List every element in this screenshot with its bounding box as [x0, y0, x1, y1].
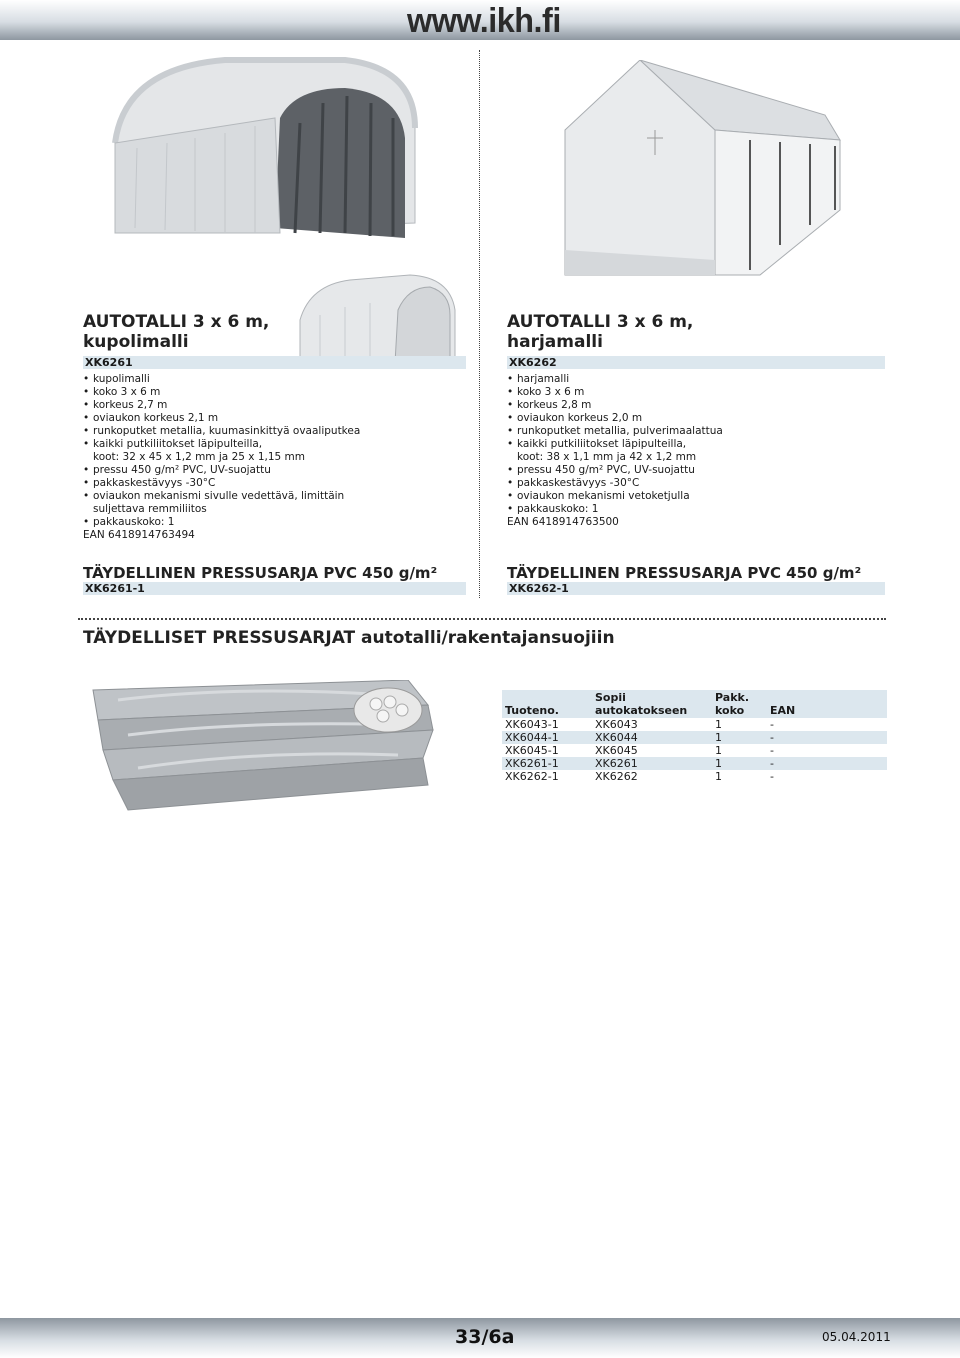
header-fits-line2: autokatokseen — [595, 704, 688, 717]
cell-code: XK6045-1 — [505, 744, 559, 757]
feature-item: • pressu 450 g/m² PVC, UV-suojattu — [83, 464, 466, 477]
header-code: Tuoteno. — [502, 690, 592, 718]
feature-item: • koko 3 x 6 m — [83, 386, 466, 399]
header-pack-line1: Pakk. — [715, 691, 749, 704]
feature-item: • runkoputket metallia, pulverimaalattua — [507, 425, 885, 438]
site-url[interactable]: www.ikh.fi — [407, 2, 561, 40]
header-fits — [592, 690, 712, 718]
set-code-right: XK6262-1 — [507, 582, 885, 595]
cell-fits: XK6043 — [595, 718, 638, 731]
footer-date: 05.04.2011 — [822, 1330, 891, 1344]
feature-continuation: suljettava remmiliitos — [93, 503, 207, 515]
feature-item: • oviaukon korkeus 2,0 m — [507, 412, 885, 425]
cell-ean: - — [770, 770, 774, 783]
product-title — [507, 312, 885, 352]
feature-item: • pakkaskestävyys -30°C — [507, 477, 885, 490]
cell-code: XK6043-1 — [505, 718, 559, 731]
horizontal-divider — [78, 618, 886, 620]
cell-ean: - — [767, 731, 887, 744]
ridge-garage-image — [555, 60, 855, 285]
cell-pack: 1 — [712, 731, 767, 744]
header-pack-line2: koko — [715, 704, 745, 717]
product-ean: EAN 6418914763500 — [507, 516, 619, 528]
tarp-set-image — [88, 680, 458, 815]
tarp-sets-table — [502, 690, 887, 783]
cell-code: XK6262-1 — [505, 770, 559, 783]
feature-item: • kaikki putkiliitokset läpipulteilla, — [507, 438, 885, 451]
feature-item: • pakkauskoko: 1 — [83, 516, 466, 529]
cell-pack: 1 — [715, 770, 722, 783]
product-title — [83, 312, 466, 352]
feature-continuation: koot: 38 x 1,1 mm ja 42 x 1,2 mm — [517, 451, 697, 463]
product-code: XK6261 — [83, 356, 466, 369]
table-row — [502, 718, 887, 731]
product-ean: EAN 6418914763494 — [83, 529, 195, 541]
feature-item: • pakkaskestävyys -30°C — [83, 477, 466, 490]
set-code-left: XK6261-1 — [83, 582, 466, 595]
vertical-divider — [479, 50, 480, 598]
set-title-right: TÄYDELLINEN PRESSUSARJA PVC 450 g/m² — [507, 564, 862, 582]
cell-ean: - — [767, 757, 887, 770]
product-title-line2: harjamalli — [507, 332, 603, 352]
cell-code: XK6044-1 — [502, 731, 592, 744]
feature-item: • pressu 450 g/m² PVC, UV-suojattu — [507, 464, 885, 477]
table-row — [502, 757, 887, 770]
sets-heading: TÄYDELLISET PRESSUSARJAT autotalli/rakentajansuojiin — [83, 628, 615, 648]
product-title-line1: AUTOTALLI 3 x 6 m, — [83, 312, 270, 332]
table-header-row — [502, 690, 887, 718]
header-ean: EAN — [767, 690, 887, 718]
cell-pack: 1 — [715, 718, 722, 731]
feature-item: • oviaukon mekanismi sivulle vedettävä, limittäin — [83, 490, 466, 503]
product-title-line2: kupolimalli — [83, 332, 189, 352]
feature-item: • kaikki putkiliitokset läpipulteilla, — [83, 438, 466, 451]
cell-fits: XK6044 — [592, 731, 712, 744]
feature-continuation: koot: 32 x 45 x 1,2 mm ja 25 x 1,15 mm — [93, 451, 305, 463]
feature-item: • pakkauskoko: 1 — [507, 503, 885, 516]
cell-ean: - — [770, 718, 774, 731]
cell-fits: XK6262 — [595, 770, 638, 783]
feature-item: • korkeus 2,7 m — [83, 399, 466, 412]
table-row — [502, 770, 887, 783]
cell-pack: 1 — [712, 757, 767, 770]
feature-item: • oviaukon mekanismi vetoketjulla — [507, 490, 885, 503]
table-row — [502, 744, 887, 757]
product-title-line1: AUTOTALLI 3 x 6 m, — [507, 312, 694, 332]
product-harjamalli — [507, 312, 885, 529]
header-fits-line1: Sopii — [595, 691, 626, 704]
product-code: XK6262 — [507, 356, 885, 369]
feature-list — [507, 373, 885, 516]
cell-pack: 1 — [715, 744, 722, 757]
product-kupolimalli — [83, 312, 466, 542]
table-row — [502, 731, 887, 744]
feature-list — [83, 373, 466, 529]
page-number: 33/6a — [455, 1326, 515, 1348]
header-pack — [712, 690, 767, 718]
set-title-left: TÄYDELLINEN PRESSUSARJA PVC 450 g/m² — [83, 564, 438, 582]
feature-item: • koko 3 x 6 m — [507, 386, 885, 399]
cell-code: XK6261-1 — [502, 757, 592, 770]
feature-item: • harjamalli — [507, 373, 885, 386]
cell-ean: - — [770, 744, 774, 757]
feature-item: • oviaukon korkeus 2,1 m — [83, 412, 466, 425]
cell-fits: XK6045 — [595, 744, 638, 757]
dome-garage-image — [95, 48, 425, 248]
feature-item: • korkeus 2,8 m — [507, 399, 885, 412]
feature-item: • kupolimalli — [83, 373, 466, 386]
cell-fits: XK6261 — [592, 757, 712, 770]
feature-item: • runkoputket metallia, kuumasinkittyä ovaaliputkea — [83, 425, 466, 438]
